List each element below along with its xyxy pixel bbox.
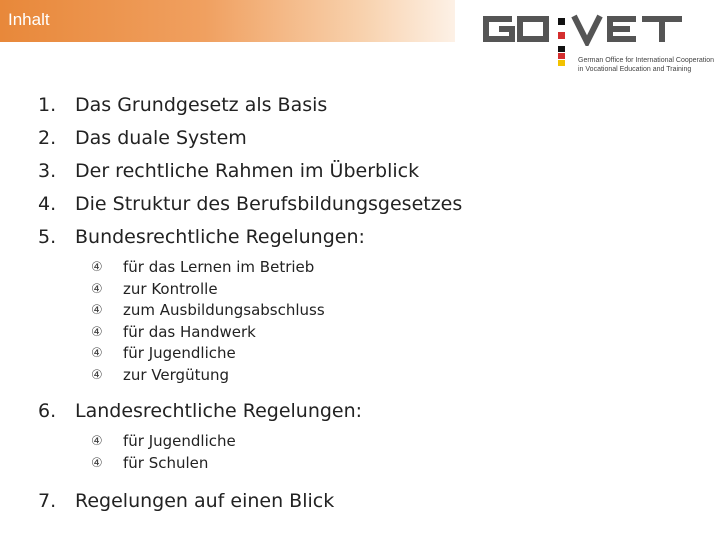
logo-subtitle-line2: in Vocational Education and Training [578, 66, 692, 73]
toc-subitem-text: für das Lernen im Betrieb [123, 258, 315, 276]
toc-item-number: 4. [38, 193, 57, 215]
toc-item [38, 398, 698, 431]
govet-logo-mark [478, 12, 688, 46]
toc-item-text: Der rechtliche Rahmen im Überblick [75, 160, 420, 182]
toc-item-text: Das duale System [75, 127, 247, 149]
toc-item [38, 224, 698, 257]
toc-subitem [38, 365, 698, 387]
toc-item-number: 6. [38, 400, 57, 422]
toc-subitem [38, 431, 698, 453]
page-title: Inhalt [8, 10, 50, 29]
toc-item-number: 1. [38, 94, 57, 116]
bullet-icon: ④ [91, 324, 103, 340]
toc-item-number: 3. [38, 160, 57, 182]
toc-item-text: Die Struktur des Berufsbildungsgesetzes [75, 193, 463, 215]
toc-item [38, 158, 698, 191]
bullet-icon: ④ [91, 260, 103, 275]
toc-item-text: Das Grundgesetz als Basis [75, 94, 328, 116]
toc-item [38, 488, 698, 521]
table-of-contents [38, 92, 698, 521]
toc-subitem [38, 300, 698, 322]
toc-subitem [38, 279, 698, 301]
toc-item-number: 7. [38, 490, 57, 512]
toc-subitem-text: zum Ausbildungsabschluss [123, 301, 325, 319]
govet-logo [478, 12, 715, 73]
logo-subtitle-line1: German Office for International Cooperation [578, 57, 715, 64]
toc-subitem [38, 453, 698, 475]
bullet-icon: ④ [91, 281, 103, 297]
toc-item-number: 2. [38, 127, 57, 149]
bullet-icon: ④ [91, 303, 103, 318]
toc-item-number: 5. [38, 226, 57, 248]
toc-subitem-text: für Jugendliche [123, 432, 236, 450]
bullet-icon: ④ [91, 346, 103, 361]
toc-subitem-text: zur Vergütung [123, 365, 229, 384]
toc-subitem [38, 322, 698, 344]
toc-item [38, 92, 698, 125]
toc-subitem-text: für Schulen [123, 453, 209, 472]
toc-subitem [38, 343, 698, 365]
bullet-icon: ④ [91, 434, 103, 449]
german-flag-icon [558, 46, 566, 66]
logo-subtitle [578, 56, 714, 74]
bullet-icon: ④ [91, 367, 103, 383]
toc-subitem-text: zur Kontrolle [123, 279, 218, 298]
toc-subitem [38, 257, 698, 279]
toc-item [38, 191, 698, 224]
toc-subitem-text: für Jugendliche [123, 344, 236, 362]
toc-item-text: Landesrechtliche Regelungen: [75, 400, 363, 422]
toc-item-text: Bundesrechtliche Regelungen: [75, 226, 365, 248]
bullet-icon: ④ [91, 455, 103, 471]
toc-subitem-text: für das Handwerk [123, 322, 256, 341]
toc-item-text: Regelungen auf einen Blick [75, 490, 335, 512]
header-bar [0, 0, 455, 42]
toc-item [38, 125, 698, 158]
